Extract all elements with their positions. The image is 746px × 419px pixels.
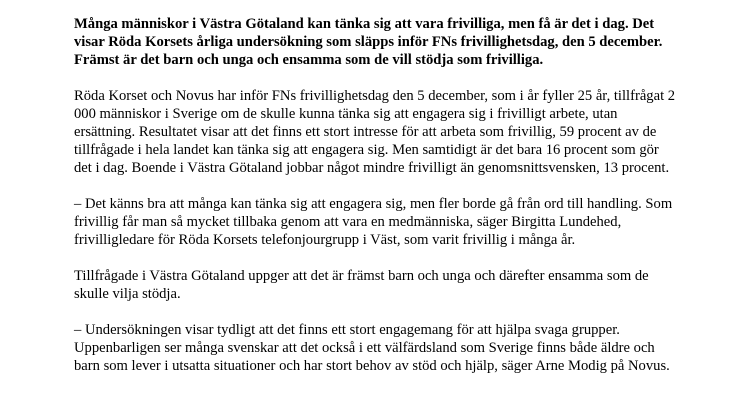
body-paragraph-survey: Röda Korset och Novus har inför FNs frivillighetsdag den 5 december, som i år fyller 25 år, tillfrågat 2 000 människor i Sverige om de skulle kunna tänka sig att engagera sig i frivilligt arbete, utan ersättning. Resultatet visar att det finns ett stort intresse för att arbeta som frivillig, 59 procent av de tillfrågade i hela landet kan tänka sig att engagera sig. Men samtidigt är det bara 16 procent som gör det i dag. Boende i Västra Götaland jobbar något mindre frivilligt än genomsnittsvensken, 13 procent. bbox=[74, 88, 676, 176]
body-paragraph-vastra-gotaland: Tillfrågade i Västra Götaland uppger att det är främst barn och unga och därefter ensamma som de skulle vilja stödja. bbox=[74, 268, 649, 302]
document-body bbox=[74, 15, 678, 393]
body-paragraph-quote-modig: – Undersökningen visar tydligt att det finns ett stort engagemang för att hjälpa svaga grupper. Uppenbarligen ser många svenskar att det också i ett välfärdsland som Sverige finns både äldre och barn som lever i utsatta situationer och har stort behov av stöd och hjälp, säger Arne Modig på Novus. bbox=[74, 322, 670, 374]
body-paragraph-quote-lundehed: – Det känns bra att många kan tänka sig att engagera sig, men fler borde gå från ord till handling. Som frivillig får man så mycket tillbaka genom att vara en medmänniska, säger Birgitta Lundehed, frivilligledare för Röda Korsets telefonjourgrupp i Väst, som varit frivillig i många år. bbox=[74, 196, 673, 248]
lead-paragraph: Många människor i Västra Götaland kan tänka sig att vara frivilliga, men få är det i dag. Det visar Röda Korsets årliga undersökning som släpps inför FNs frivillighetsdag, den 5 december. Främst är det barn och unga och ensamma som de vill stödja som frivilliga. bbox=[74, 16, 663, 68]
